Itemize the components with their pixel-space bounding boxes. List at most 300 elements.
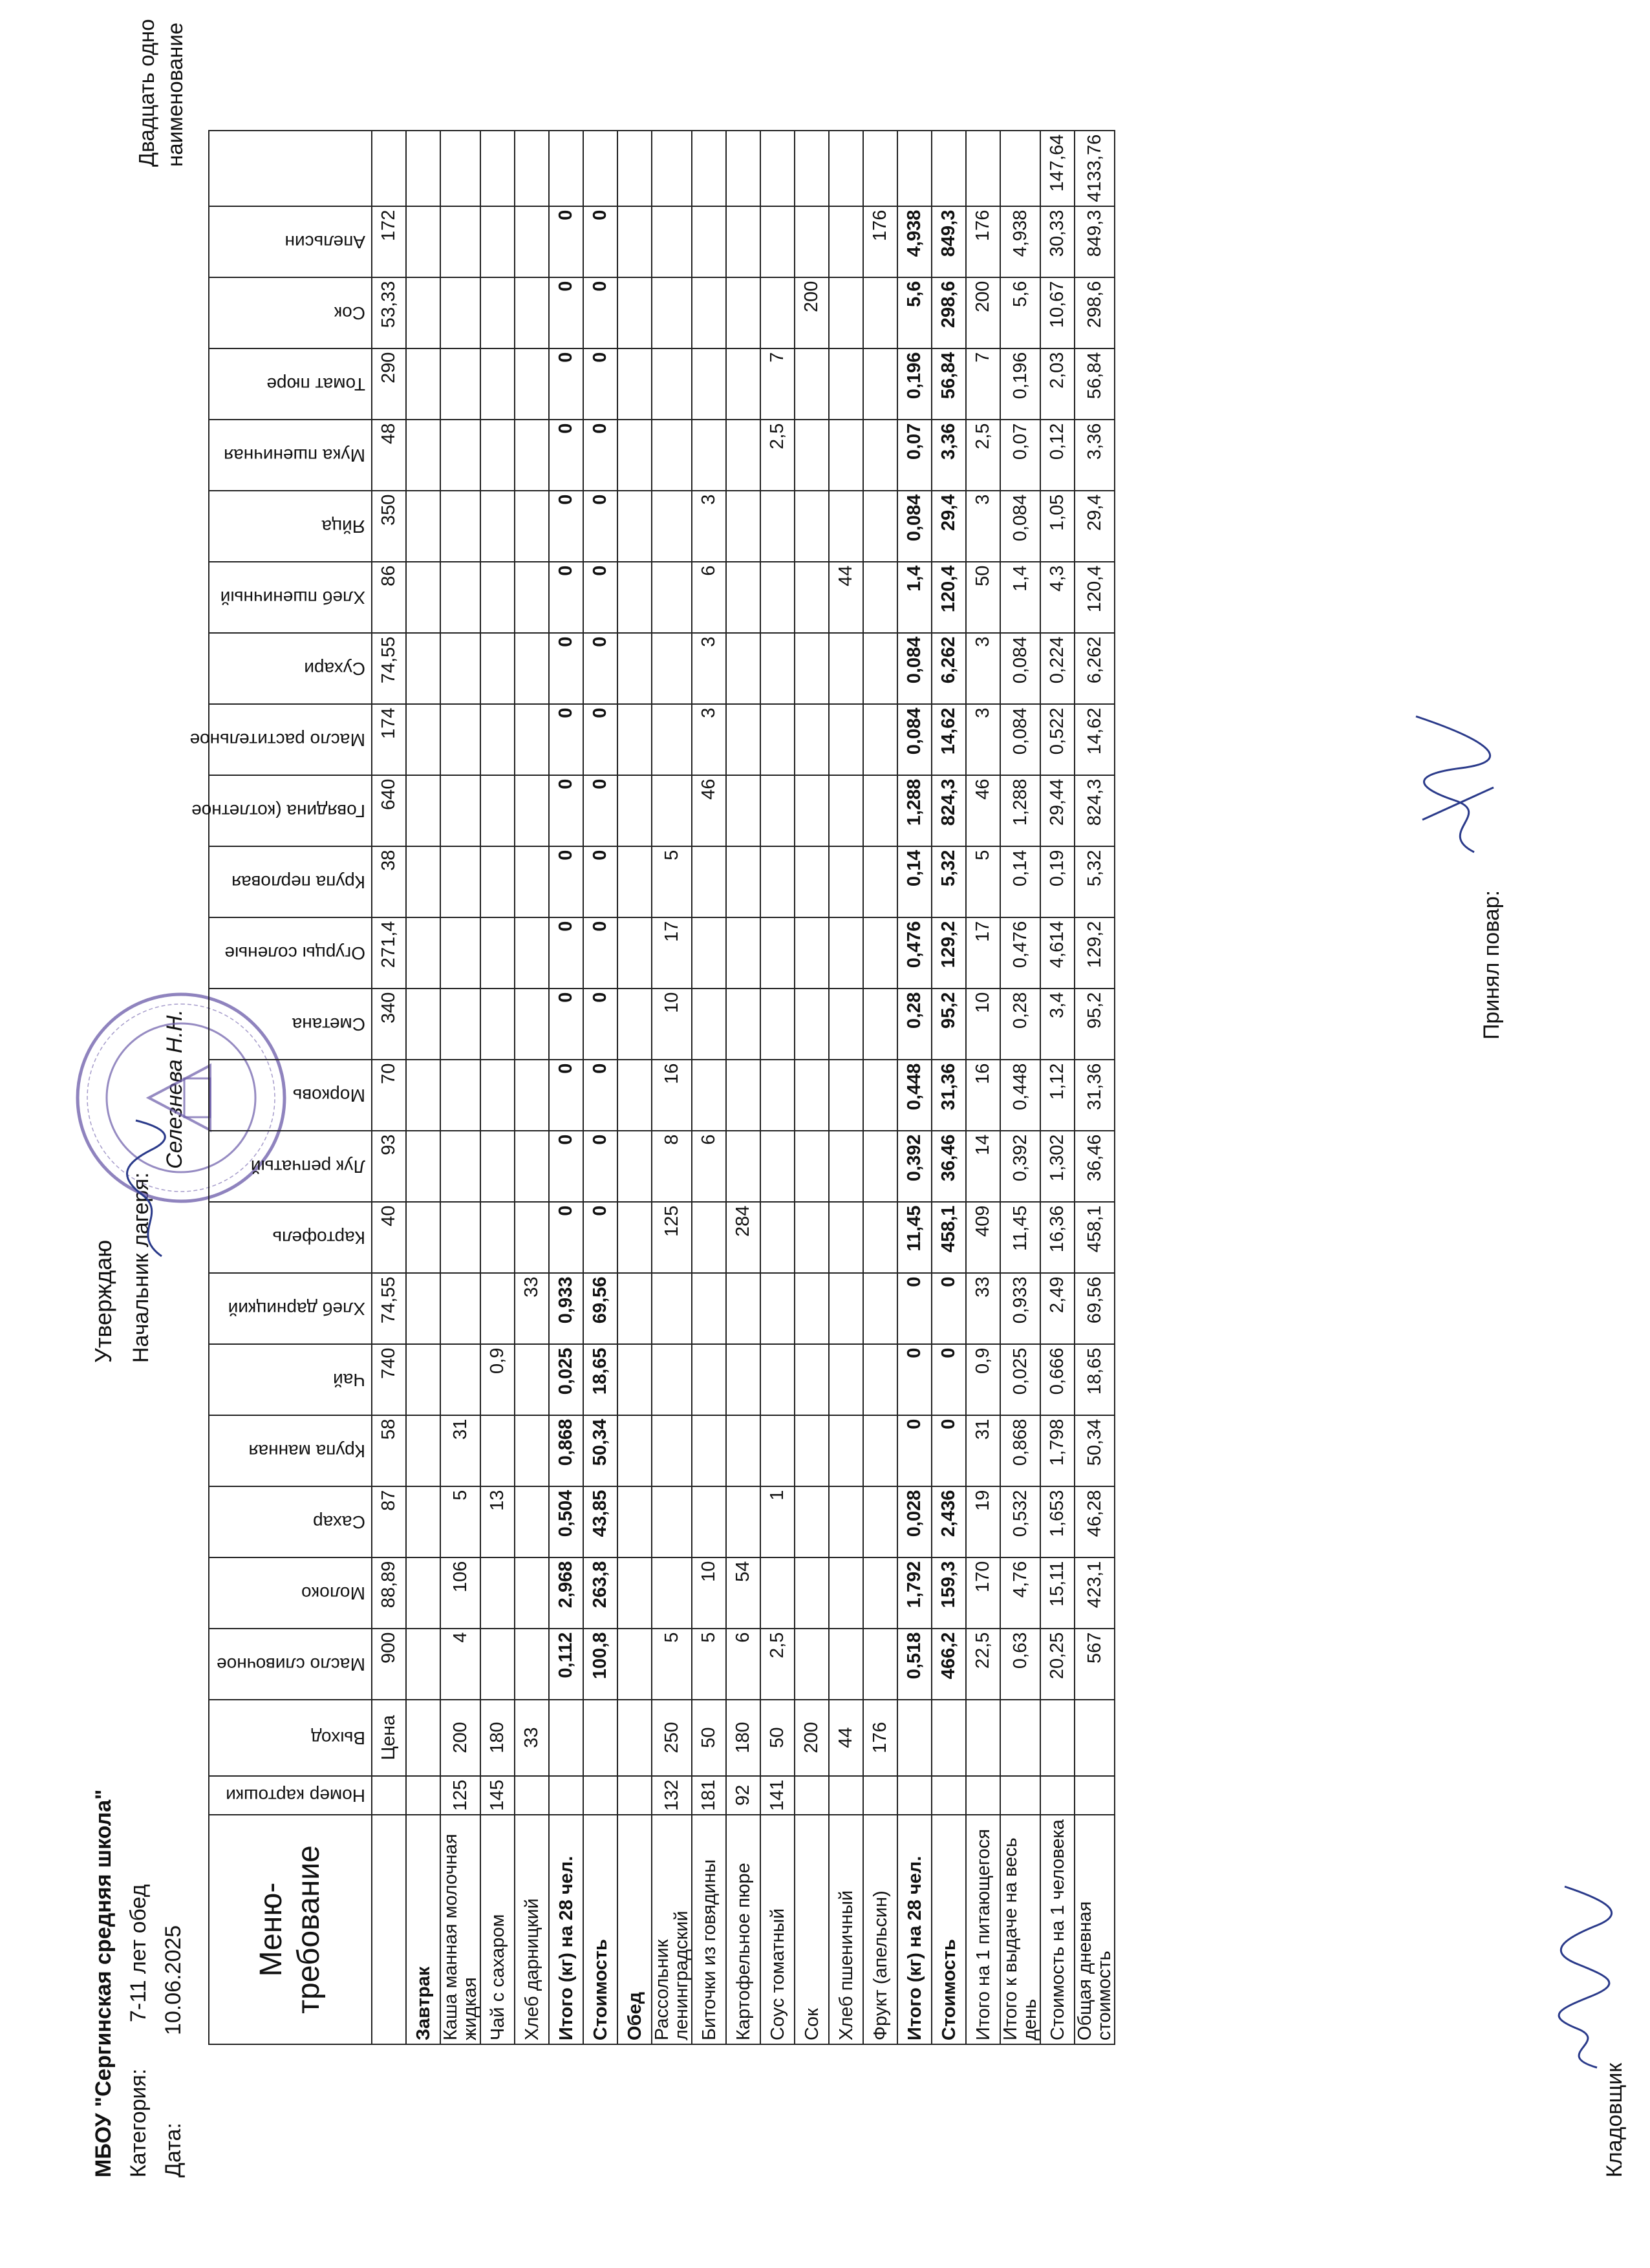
row-value: 0,476 (897, 917, 932, 989)
row-value (829, 704, 863, 775)
row-value: 31 (440, 1415, 480, 1486)
row-value (692, 1060, 726, 1131)
row-value: 1,302 (1040, 1131, 1075, 1202)
row-value: 46 (692, 775, 726, 846)
product-header (209, 491, 372, 562)
row-value: 20,25 (1040, 1629, 1075, 1700)
price-cell: 93 (372, 1131, 406, 1202)
category-label: Категория: (126, 2068, 151, 2177)
row-value: 0,933 (549, 1273, 583, 1344)
row-value: 129,2 (1075, 917, 1115, 989)
row-value (515, 348, 549, 420)
row-output (1040, 1700, 1075, 1776)
row-value: 458,1 (1075, 1202, 1115, 1273)
row-value (617, 1060, 652, 1131)
row-value (692, 1486, 726, 1557)
row-value (692, 1273, 726, 1344)
row-value (480, 348, 515, 420)
product-name: Хлеб пшеничный (220, 587, 365, 608)
row-value: 0 (583, 775, 617, 846)
table-row (863, 131, 897, 2044)
price-cell: 53,33 (372, 277, 406, 348)
row-output: 200 (795, 1700, 829, 1776)
row-value: 3 (966, 704, 1000, 775)
row-value: 0 (549, 775, 583, 846)
row-value (480, 1273, 515, 1344)
row-value (829, 917, 863, 989)
row-value (406, 1415, 440, 1486)
row-value (406, 491, 440, 562)
row-value: 200 (795, 277, 829, 348)
row-value: 0 (583, 277, 617, 348)
row-total: 4133,76 (1075, 131, 1115, 206)
row-value: 95,2 (1075, 989, 1115, 1060)
row-value: 0 (583, 420, 617, 491)
row-output (1075, 1700, 1115, 1776)
row-value (617, 704, 652, 775)
row-value (863, 491, 897, 562)
row-value (760, 989, 795, 1060)
row-value: 0 (897, 1344, 932, 1415)
row-value (863, 846, 897, 917)
row-value: 1,288 (1000, 775, 1040, 846)
approve-label: Утверждаю (90, 1239, 116, 1363)
row-output (406, 1700, 440, 1776)
row-value (617, 1344, 652, 1415)
row-value (795, 420, 829, 491)
row-value (829, 1060, 863, 1131)
row-value (829, 491, 863, 562)
row-value (760, 917, 795, 989)
row-value: 3,36 (932, 420, 966, 491)
row-value (726, 1131, 760, 1202)
row-value: 7 (760, 348, 795, 420)
row-value (692, 420, 726, 491)
row-value (829, 1273, 863, 1344)
row-name: Итого на 1 питающегося (966, 1815, 1000, 2044)
table-row (515, 131, 549, 2044)
row-value: 18,65 (1075, 1344, 1115, 1415)
row-value: 849,3 (1075, 206, 1115, 277)
row-value: 0,392 (1000, 1131, 1040, 1202)
product-header (209, 1273, 372, 1344)
row-value: 0,14 (1000, 846, 1040, 917)
row-value (726, 1273, 760, 1344)
row-value (515, 1557, 549, 1629)
row-total (406, 131, 440, 206)
row-value (795, 989, 829, 1060)
table-row (726, 131, 760, 2044)
row-name: Итого (кг) на 28 чел. (549, 1815, 583, 2044)
row-value (863, 1202, 897, 1273)
camp-head-label: Начальник лагеря: (129, 1172, 153, 1363)
row-value (829, 989, 863, 1060)
row-value (760, 1202, 795, 1273)
row-value (795, 1273, 829, 1344)
row-value: 1 (760, 1486, 795, 1557)
row-value (440, 206, 480, 277)
row-value: 2,49 (1040, 1273, 1075, 1344)
row-value (652, 1273, 692, 1344)
row-value: 50,34 (1075, 1415, 1115, 1486)
row-value (863, 704, 897, 775)
product-name: Сахар (313, 1512, 365, 1532)
price-cell: 87 (372, 1486, 406, 1557)
row-value: 0 (583, 846, 617, 917)
row-value (652, 562, 692, 633)
row-total (726, 131, 760, 206)
row-value (829, 206, 863, 277)
row-value: 0,448 (897, 1060, 932, 1131)
row-value: 1,792 (897, 1557, 932, 1629)
row-value: 458,1 (932, 1202, 966, 1273)
row-value: 5,32 (932, 846, 966, 917)
product-header (209, 989, 372, 1060)
row-value (406, 1557, 440, 1629)
row-value (480, 917, 515, 989)
row-value (617, 1486, 652, 1557)
price-cell: 86 (372, 562, 406, 633)
table-row (829, 131, 863, 2044)
row-value (480, 704, 515, 775)
product-header (209, 846, 372, 917)
row-value (795, 562, 829, 633)
row-value (795, 1060, 829, 1131)
row-value: 1,4 (897, 562, 932, 633)
row-value: 0 (583, 348, 617, 420)
section-row (406, 131, 440, 2044)
row-value: 10 (692, 1557, 726, 1629)
row-value: 11,45 (1000, 1202, 1040, 1273)
row-value (760, 1273, 795, 1344)
row-value (726, 491, 760, 562)
product-header (209, 420, 372, 491)
row-value (652, 491, 692, 562)
row-value (617, 989, 652, 1060)
row-value: 50 (966, 562, 1000, 633)
row-value (406, 348, 440, 420)
row-total (1000, 131, 1040, 206)
row-value: 0 (583, 1131, 617, 1202)
row-value: 69,56 (583, 1273, 617, 1344)
row-value (480, 206, 515, 277)
table-row (932, 131, 966, 2044)
row-value (726, 704, 760, 775)
row-value: 0,666 (1040, 1344, 1075, 1415)
row-value: 284 (726, 1202, 760, 1273)
price-cell: 58 (372, 1415, 406, 1486)
row-value (726, 1060, 760, 1131)
price-cell: 88,89 (372, 1557, 406, 1629)
row-value (480, 846, 515, 917)
row-value: 125 (652, 1202, 692, 1273)
row-value: 0,19 (1040, 846, 1075, 917)
row-value (692, 277, 726, 348)
row-value (829, 277, 863, 348)
row-total (440, 131, 480, 206)
row-value: 2,5 (760, 1629, 795, 1700)
row-value (863, 917, 897, 989)
price-cell: 640 (372, 775, 406, 846)
row-value: 0,518 (897, 1629, 932, 1700)
product-name: Масло сливочное (217, 1654, 365, 1674)
row-name: Завтрак (406, 1815, 440, 2044)
row-value: 200 (966, 277, 1000, 348)
table-row (760, 131, 795, 2044)
row-value (760, 206, 795, 277)
total-header (209, 131, 372, 206)
product-name: Огурцы соленые (224, 943, 365, 963)
row-value: 0,14 (897, 846, 932, 917)
row-output: 50 (692, 1700, 726, 1776)
product-header (189, 704, 372, 775)
row-value: 0 (932, 1344, 966, 1415)
row-value (515, 1344, 549, 1415)
row-value (863, 633, 897, 704)
price-cell: 900 (372, 1629, 406, 1700)
row-value: 3 (692, 633, 726, 704)
row-value (829, 1344, 863, 1415)
row-value (829, 775, 863, 846)
product-header (209, 633, 372, 704)
row-name: Общая дневная стоимость (1075, 1815, 1115, 2044)
row-total: 147,64 (1040, 131, 1075, 206)
row-value (440, 277, 480, 348)
row-value (795, 1202, 829, 1273)
row-value: 56,84 (1075, 348, 1115, 420)
row-value (726, 633, 760, 704)
row-value (440, 1344, 480, 1415)
row-value (440, 775, 480, 846)
row-value (829, 846, 863, 917)
row-value (515, 277, 549, 348)
row-value (795, 1629, 829, 1700)
row-name: Рассольник ленинградский (652, 1815, 692, 2044)
row-card (1040, 1776, 1075, 1815)
row-value (515, 1060, 549, 1131)
row-value: 3 (692, 704, 726, 775)
row-value (652, 277, 692, 348)
row-card: 92 (726, 1776, 760, 1815)
row-value (760, 562, 795, 633)
row-value: 0,196 (1000, 348, 1040, 420)
row-value: 0,476 (1000, 917, 1040, 989)
row-value: 0,025 (549, 1344, 583, 1415)
row-value (795, 1415, 829, 1486)
row-value (795, 633, 829, 704)
row-value (406, 1273, 440, 1344)
row-value (652, 1344, 692, 1415)
row-value (692, 1344, 726, 1415)
row-value: 0,084 (1000, 704, 1040, 775)
row-value: 176 (863, 206, 897, 277)
row-output (966, 1700, 1000, 1776)
row-value: 0,07 (1000, 420, 1040, 491)
row-value: 4,614 (1040, 917, 1075, 989)
row-value: 0,084 (1000, 633, 1040, 704)
row-value: 54 (726, 1557, 760, 1629)
storekeeper-signature-icon (1539, 1880, 1623, 2074)
row-value (480, 1415, 515, 1486)
row-value: 1,4 (1000, 562, 1040, 633)
row-value: 0 (549, 491, 583, 562)
row-value: 4,938 (1000, 206, 1040, 277)
row-total (829, 131, 863, 206)
table-row (897, 131, 932, 2044)
row-value: 17 (652, 917, 692, 989)
row-value: 106 (440, 1557, 480, 1629)
price-cell: 174 (372, 704, 406, 775)
row-value: 1,653 (1040, 1486, 1075, 1557)
row-value (795, 704, 829, 775)
row-value (760, 1557, 795, 1629)
row-value (863, 989, 897, 1060)
row-value: 11,45 (897, 1202, 932, 1273)
row-value (863, 1344, 897, 1415)
row-value: 0,868 (1000, 1415, 1040, 1486)
row-value (692, 206, 726, 277)
row-value: 5 (652, 846, 692, 917)
row-value (406, 704, 440, 775)
price-cell: 74,55 (372, 633, 406, 704)
row-value (863, 1486, 897, 1557)
product-name: Крупа перловая (231, 872, 365, 892)
price-cell: 40 (372, 1202, 406, 1273)
row-output: 33 (515, 1700, 549, 1776)
row-value (760, 633, 795, 704)
row-value (652, 420, 692, 491)
row-value (829, 1415, 863, 1486)
row-output (549, 1700, 583, 1776)
row-value: 0 (932, 1415, 966, 1486)
product-name: Лук репчатый (250, 1156, 365, 1177)
row-value (652, 633, 692, 704)
row-value: 0 (583, 491, 617, 562)
row-output: 176 (863, 1700, 897, 1776)
row-total (863, 131, 897, 206)
row-value: 36,46 (932, 1131, 966, 1202)
row-card: 145 (480, 1776, 515, 1815)
row-value (480, 633, 515, 704)
row-card: 125 (440, 1776, 480, 1815)
row-value (515, 775, 549, 846)
row-value: 69,56 (1075, 1273, 1115, 1344)
row-value (760, 1415, 795, 1486)
row-value (863, 277, 897, 348)
row-value (795, 1486, 829, 1557)
row-value (829, 1202, 863, 1273)
row-output (617, 1700, 652, 1776)
menu-requisition-table (189, 130, 1115, 2045)
row-name: Стоимость на 1 человека (1040, 1815, 1075, 2044)
row-value (617, 491, 652, 562)
row-value: 13 (480, 1486, 515, 1557)
row-value (863, 1060, 897, 1131)
price-total-cell (372, 131, 406, 206)
row-value (440, 562, 480, 633)
row-value: 1,12 (1040, 1060, 1075, 1131)
row-total (652, 131, 692, 206)
table-row (440, 131, 480, 2044)
price-row-card (372, 1776, 406, 1815)
row-value: 1,798 (1040, 1415, 1075, 1486)
row-value: 5 (652, 1629, 692, 1700)
row-value (440, 420, 480, 491)
row-name: Каша манная молочная жидкая (440, 1815, 480, 2044)
row-value (440, 491, 480, 562)
row-value (617, 846, 652, 917)
row-value: 0,112 (549, 1629, 583, 1700)
row-value: 0 (549, 1131, 583, 1202)
row-value: 0 (583, 989, 617, 1060)
row-value (515, 1486, 549, 1557)
row-value (406, 1202, 440, 1273)
row-value (692, 989, 726, 1060)
row-value (515, 633, 549, 704)
row-output (583, 1700, 617, 1776)
row-value (760, 846, 795, 917)
row-value (795, 206, 829, 277)
row-value: 46 (966, 775, 1000, 846)
price-cell: 70 (372, 1060, 406, 1131)
row-card (583, 1776, 617, 1815)
row-value: 4,76 (1000, 1557, 1040, 1629)
row-card (515, 1776, 549, 1815)
row-value: 0,392 (897, 1131, 932, 1202)
row-value: 0 (549, 562, 583, 633)
row-name: Итого (кг) на 28 чел. (897, 1815, 932, 2044)
row-card: 132 (652, 1776, 692, 1815)
row-value (863, 775, 897, 846)
row-value (406, 1060, 440, 1131)
row-value (726, 1415, 760, 1486)
date-value: 10.06.2025 (161, 1925, 186, 2035)
row-value: 263,8 (583, 1557, 617, 1629)
row-value: 2,436 (932, 1486, 966, 1557)
row-value: 0,07 (897, 420, 932, 491)
row-value: 33 (515, 1273, 549, 1344)
row-value (617, 1273, 652, 1344)
row-value (617, 562, 652, 633)
row-value: 31,36 (932, 1060, 966, 1131)
row-value: 0,532 (1000, 1486, 1040, 1557)
row-value: 3 (966, 491, 1000, 562)
row-total (549, 131, 583, 206)
row-output: 44 (829, 1700, 863, 1776)
cook-signature-icon (1397, 710, 1506, 859)
row-value (726, 989, 760, 1060)
product-header (209, 206, 372, 277)
product-header (209, 1629, 372, 1700)
row-value (863, 1557, 897, 1629)
row-value: 0 (897, 1273, 932, 1344)
row-value (440, 633, 480, 704)
price-cell: 290 (372, 348, 406, 420)
row-name: Стоимость (932, 1815, 966, 2044)
row-value: 17 (966, 917, 1000, 989)
row-value: 0 (549, 633, 583, 704)
row-value: 3 (692, 491, 726, 562)
row-value: 0 (549, 277, 583, 348)
row-value: 0 (549, 206, 583, 277)
row-value (406, 1131, 440, 1202)
product-name: Чай (333, 1369, 365, 1390)
row-value: 14,62 (1075, 704, 1115, 775)
table-row (966, 131, 1000, 2044)
row-value (406, 206, 440, 277)
row-value (829, 633, 863, 704)
row-value: 0,084 (897, 491, 932, 562)
